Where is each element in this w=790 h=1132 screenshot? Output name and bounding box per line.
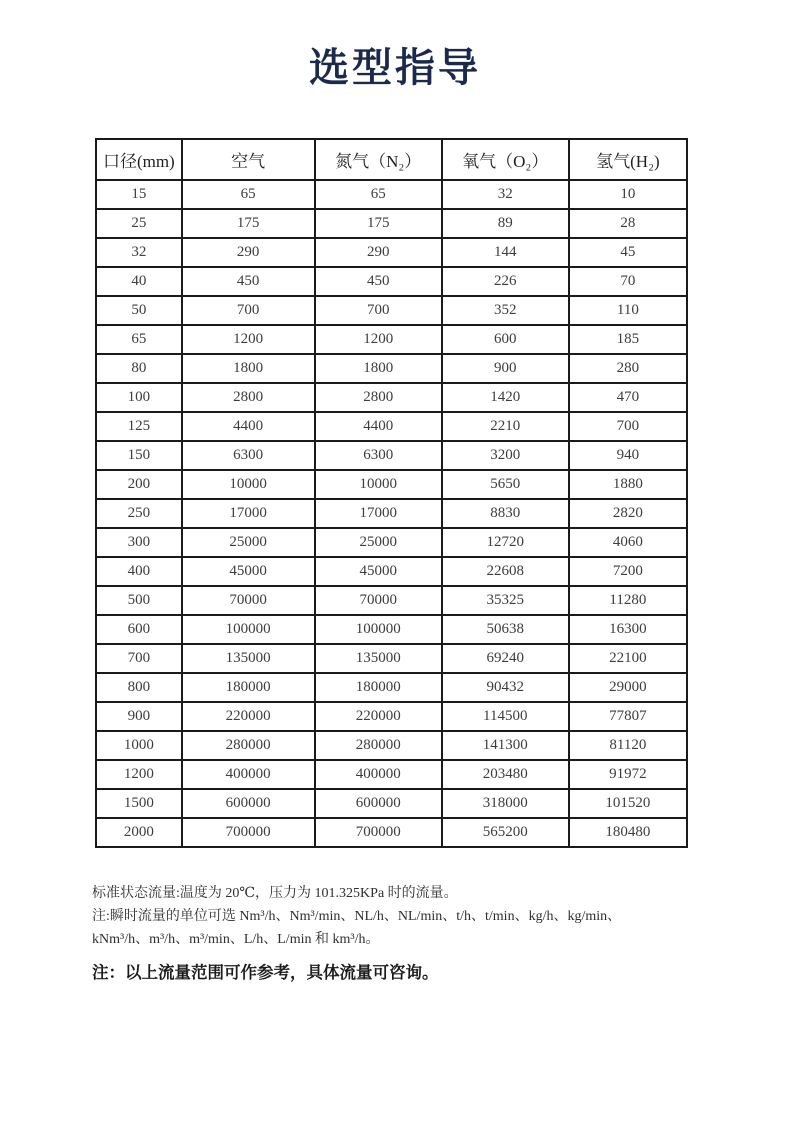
- table-cell: 185: [569, 325, 687, 354]
- table-cell: 450: [315, 267, 442, 296]
- table-cell: 300: [96, 528, 182, 557]
- table-cell: 7200: [569, 557, 687, 586]
- table-cell: 100000: [182, 615, 315, 644]
- table-cell: 1800: [315, 354, 442, 383]
- table-row: [96, 702, 687, 731]
- table-cell: 280000: [182, 731, 315, 760]
- table-cell: 5650: [442, 470, 569, 499]
- table-cell: 700: [182, 296, 315, 325]
- table-cell: 700000: [315, 818, 442, 847]
- table-row: [96, 383, 687, 412]
- table-cell: 470: [569, 383, 687, 412]
- table-cell: 600000: [315, 789, 442, 818]
- table-cell: 180000: [182, 673, 315, 702]
- table-cell: 175: [182, 209, 315, 238]
- table-cell: 100: [96, 383, 182, 412]
- table-row: [96, 789, 687, 818]
- table-row: [96, 557, 687, 586]
- table-cell: 290: [315, 238, 442, 267]
- table-cell: 89: [442, 209, 569, 238]
- note-reference: 注：以上流量范围可作参考，具体流量可咨询。: [92, 964, 439, 982]
- table-row: [96, 615, 687, 644]
- table-cell: 175: [315, 209, 442, 238]
- table-cell: 10000: [182, 470, 315, 499]
- table-cell: 114500: [442, 702, 569, 731]
- table-cell: 2820: [569, 499, 687, 528]
- table-cell: 280000: [315, 731, 442, 760]
- table-cell: 69240: [442, 644, 569, 673]
- table-cell: 352: [442, 296, 569, 325]
- table-cell: 6300: [315, 441, 442, 470]
- table-cell: 110: [569, 296, 687, 325]
- table-cell: 25000: [315, 528, 442, 557]
- table-row: [96, 586, 687, 615]
- table-row: [96, 731, 687, 760]
- table-cell: 6300: [182, 441, 315, 470]
- table-cell: 400: [96, 557, 182, 586]
- flow-table-body: [96, 180, 687, 847]
- table-cell: 318000: [442, 789, 569, 818]
- table-cell: 2800: [182, 383, 315, 412]
- table-cell: 900: [96, 702, 182, 731]
- table-cell: 565200: [442, 818, 569, 847]
- table-cell: 12720: [442, 528, 569, 557]
- table-cell: 32: [442, 180, 569, 209]
- table-header-cell: 氧气（O₂）: [442, 139, 569, 180]
- table-row: [96, 325, 687, 354]
- table-cell: 40: [96, 267, 182, 296]
- table-cell: 600000: [182, 789, 315, 818]
- table-cell: 1200: [182, 325, 315, 354]
- table-row: [96, 412, 687, 441]
- table-cell: 65: [96, 325, 182, 354]
- table-row: [96, 296, 687, 325]
- table-cell: 226: [442, 267, 569, 296]
- table-cell: 700000: [182, 818, 315, 847]
- table-cell: 15: [96, 180, 182, 209]
- table-cell: 800: [96, 673, 182, 702]
- table-row: [96, 238, 687, 267]
- table-cell: 100000: [315, 615, 442, 644]
- table-row: [96, 354, 687, 383]
- table-row: [96, 760, 687, 789]
- table-cell: 10000: [315, 470, 442, 499]
- table-cell: 290: [182, 238, 315, 267]
- table-cell: 1000: [96, 731, 182, 760]
- table-cell: 45000: [315, 557, 442, 586]
- table-cell: 17000: [182, 499, 315, 528]
- table-cell: 200: [96, 470, 182, 499]
- table-cell: 141300: [442, 731, 569, 760]
- table-row: [96, 673, 687, 702]
- table-cell: 700: [569, 412, 687, 441]
- table-cell: 22100: [569, 644, 687, 673]
- table-cell: 29000: [569, 673, 687, 702]
- table-cell: 25: [96, 209, 182, 238]
- table-cell: 35325: [442, 586, 569, 615]
- table-cell: 220000: [315, 702, 442, 731]
- table-cell: 1500: [96, 789, 182, 818]
- table-cell: 11280: [569, 586, 687, 615]
- table-cell: 700: [96, 644, 182, 673]
- table-row: [96, 499, 687, 528]
- table-cell: 45000: [182, 557, 315, 586]
- table-cell: 400000: [315, 760, 442, 789]
- table-cell: 70: [569, 267, 687, 296]
- table-cell: 4060: [569, 528, 687, 557]
- table-cell: 2800: [315, 383, 442, 412]
- table-cell: 1420: [442, 383, 569, 412]
- page-title: 选型指导: [309, 46, 481, 90]
- table-cell: 45: [569, 238, 687, 267]
- table-cell: 10: [569, 180, 687, 209]
- table-cell: 77807: [569, 702, 687, 731]
- table-row: [96, 267, 687, 296]
- table-cell: 450: [182, 267, 315, 296]
- table-row: [96, 209, 687, 238]
- table-cell: 80: [96, 354, 182, 383]
- table-row: [96, 441, 687, 470]
- table-cell: 700: [315, 296, 442, 325]
- table-cell: 8830: [442, 499, 569, 528]
- table-cell: 81120: [569, 731, 687, 760]
- table-row: [96, 818, 687, 847]
- selection-guide-table: [95, 138, 688, 848]
- table-row: [96, 180, 687, 209]
- table-cell: 280: [569, 354, 687, 383]
- table-cell: 2000: [96, 818, 182, 847]
- table-header-row: [96, 139, 687, 180]
- table-row: [96, 528, 687, 557]
- table-cell: 500: [96, 586, 182, 615]
- note-units-line2: kNm³/h、m³/h、m³/min、L/h、L/min 和 km³/h。: [92, 932, 380, 947]
- table-cell: 91972: [569, 760, 687, 789]
- table-cell: 4400: [315, 412, 442, 441]
- table-cell: 65: [315, 180, 442, 209]
- table-cell: 250: [96, 499, 182, 528]
- table-cell: 70000: [315, 586, 442, 615]
- table-cell: 1800: [182, 354, 315, 383]
- table-cell: 125: [96, 412, 182, 441]
- table-cell: 90432: [442, 673, 569, 702]
- table-cell: 3200: [442, 441, 569, 470]
- table-cell: 17000: [315, 499, 442, 528]
- table-header-cell: 空气: [182, 139, 315, 180]
- table-cell: 1200: [96, 760, 182, 789]
- table-cell: 1200: [315, 325, 442, 354]
- table-cell: 25000: [182, 528, 315, 557]
- table-cell: 900: [442, 354, 569, 383]
- table-cell: 4400: [182, 412, 315, 441]
- table-cell: 203480: [442, 760, 569, 789]
- table-header-cell: 氮气（N₂）: [315, 139, 442, 180]
- table-header-cell: 氢气(H₂): [569, 139, 687, 180]
- note-units-line1: 注:瞬时流量的单位可选 Nm³/h、Nm³/min、NL/h、NL/min、t/h、t/min、kg/h、kg/min、: [92, 909, 622, 924]
- footnotes: [92, 882, 712, 986]
- table-header-cell: 口径(mm): [96, 139, 182, 180]
- table-cell: 144: [442, 238, 569, 267]
- table-cell: 50638: [442, 615, 569, 644]
- table-cell: 400000: [182, 760, 315, 789]
- table-cell: 22608: [442, 557, 569, 586]
- table-cell: 135000: [182, 644, 315, 673]
- table-row: [96, 644, 687, 673]
- table-cell: 180480: [569, 818, 687, 847]
- table-cell: 600: [96, 615, 182, 644]
- note-standard-condition: 标准状态流量:温度为 20℃，压力为 101.325KPa 时的流量。: [92, 886, 458, 901]
- table-cell: 1880: [569, 470, 687, 499]
- table-row: [96, 470, 687, 499]
- table-cell: 150: [96, 441, 182, 470]
- table-cell: 32: [96, 238, 182, 267]
- table-cell: 28: [569, 209, 687, 238]
- table-cell: 940: [569, 441, 687, 470]
- table-cell: 220000: [182, 702, 315, 731]
- table-cell: 70000: [182, 586, 315, 615]
- table-cell: 50: [96, 296, 182, 325]
- table-cell: 16300: [569, 615, 687, 644]
- table-cell: 600: [442, 325, 569, 354]
- table-cell: 2210: [442, 412, 569, 441]
- table-cell: 101520: [569, 789, 687, 818]
- table-cell: 65: [182, 180, 315, 209]
- table-cell: 135000: [315, 644, 442, 673]
- table-cell: 180000: [315, 673, 442, 702]
